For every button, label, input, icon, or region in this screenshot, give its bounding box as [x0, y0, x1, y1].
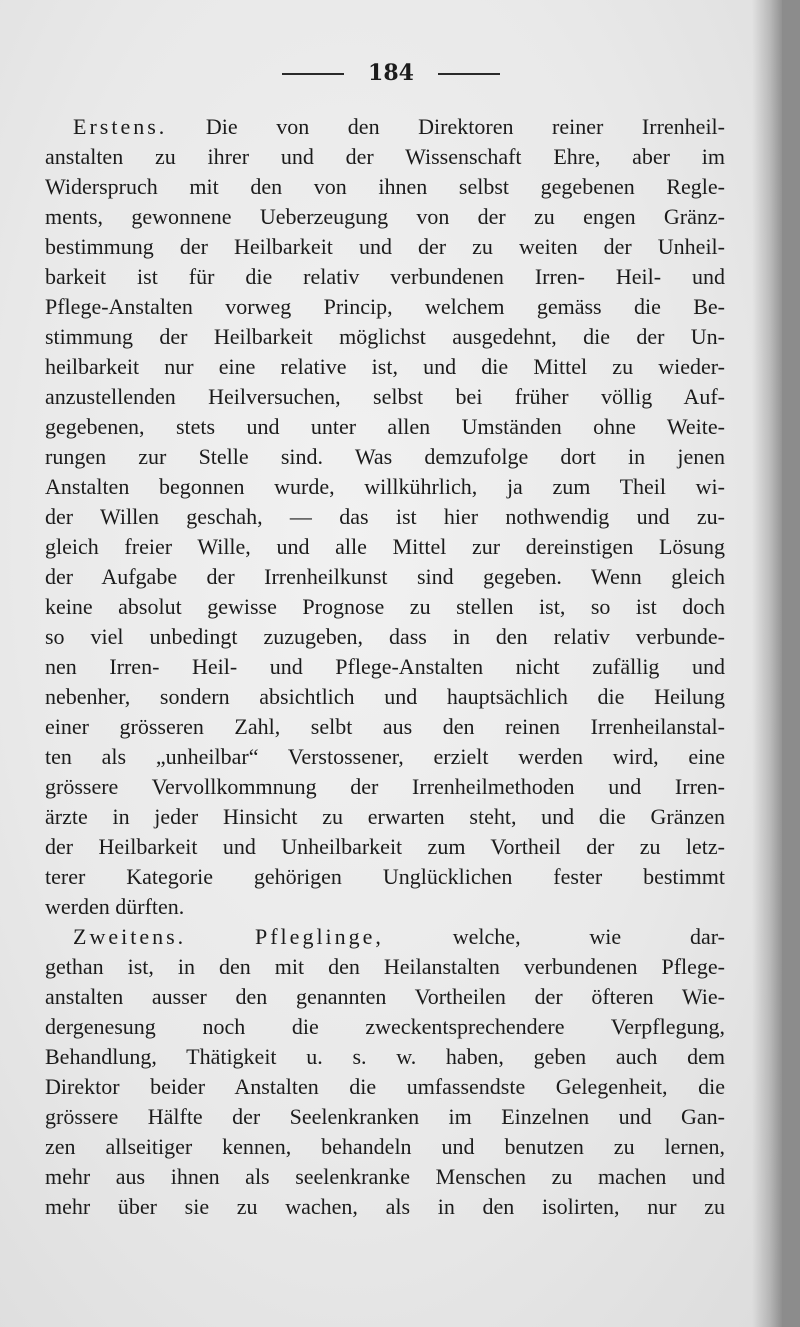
paragraph-first-line [45, 922, 725, 952]
text-line: Behandlung, Thätigkeit u. s. w. haben, geben auch dem [45, 1044, 725, 1069]
text-line: Widerspruch mit den von ihnen selbst gegebenen Regle- [45, 174, 725, 199]
text-line: nen Irren- Heil- und Pflege-Anstalten nicht zufällig und [45, 654, 725, 679]
text-line: heilbarkeit nur eine relative ist, und die Mittel zu wieder- [45, 354, 725, 379]
text-line: zen allseitiger kennen, behandeln und benutzen zu lernen, [45, 1134, 725, 1159]
running-head [0, 56, 782, 90]
text-line: gegebenen, stets und unter allen Umständen ohne Weite- [45, 414, 725, 439]
text-line: anzustellenden Heilversuchen, selbst bei früher völlig Auf- [45, 384, 725, 409]
text-line: Anstalten begonnen wurde, willkührlich, ja zum Theil wi- [45, 474, 725, 499]
text-line: der Aufgabe der Irrenheilkunst sind gegeben. Wenn gleich [45, 564, 725, 589]
text-line: keine absolut gewisse Prognose zu stellen ist, so ist doch [45, 594, 725, 619]
text-line: mehr aus ihnen als seelenkranke Menschen zu machen und [45, 1164, 725, 1189]
text-line: barkeit ist für die relativ verbundenen Irren- Heil- und [45, 264, 725, 289]
text-line: bestimmung der Heilbarkeit und der zu weiten der Unheil- [45, 234, 725, 259]
lead-word: Erstens. [73, 114, 168, 139]
text-line: ten als „unheilbar“ Verstossener, erzielt werden wird, eine [45, 744, 725, 769]
page-edge-shadow [752, 0, 782, 1327]
paragraph-last-line: werden dürften. [45, 894, 185, 919]
first-line-text: welche, wie dar- [452, 924, 725, 949]
text-line: mehr über sie zu wachen, als in den isolirten, nur zu [45, 1194, 725, 1219]
text-line: terer Kategorie gehörigen Unglücklichen fester bestimmt [45, 864, 725, 889]
text-line: Direktor beider Anstalten die umfassendste Gelegenheit, die [45, 1074, 725, 1099]
text-line: der Heilbarkeit und Unheilbarkeit zum Vortheil der zu letz- [45, 834, 725, 859]
text-line: so viel unbedingt zuzugeben, dass in den relativ verbunde- [45, 624, 725, 649]
paragraph-zweitens [45, 922, 725, 1222]
text-line: anstalten zu ihrer und der Wissenschaft Ehre, aber im [45, 144, 725, 169]
text-line: anstalten ausser den genannten Vortheilen der öfteren Wie- [45, 984, 725, 1009]
text-line: gleich freier Wille, und alle Mittel zur dereinstigen Lösung [45, 534, 725, 559]
text-line: grössere Vervollkommnung der Irrenheilmethoden und Irren- [45, 774, 725, 799]
text-line: der Willen geschah, — das ist hier nothwendig und zu- [45, 504, 725, 529]
text-line: rungen zur Stelle sind. Was demzufolge dort in jenen [45, 444, 725, 469]
text-line: ments, gewonnene Ueberzeugung von der zu engen Gränz- [45, 204, 725, 229]
head-rule-right [438, 73, 500, 75]
text-line: gethan ist, in den mit den Heilanstalten verbundenen Pflege- [45, 954, 725, 979]
text-line: stimmung der Heilbarkeit möglichst ausgedehnt, die der Un- [45, 324, 725, 349]
text-line: dergenesung noch die zweckentsprechendere Verpflegung, [45, 1014, 725, 1039]
body-text [45, 112, 725, 1222]
text-line: nebenher, sondern absichtlich und hauptsächlich die Heilung [45, 684, 725, 709]
text-line: grössere Hälfte der Seelenkranken im Einzelnen und Gan- [45, 1104, 725, 1129]
first-line-text: Die von den Direktoren reiner Irrenheil- [205, 114, 725, 139]
text-line: ärzte in jeder Hinsicht zu erwarten steht, und die Gränzen [45, 804, 725, 829]
page-number: 184 [368, 60, 414, 86]
text-line: einer grösseren Zahl, selbt aus den reinen Irrenheilanstal- [45, 714, 725, 739]
lead-word: Zweitens. [73, 924, 187, 949]
paragraph-first-line [45, 112, 725, 142]
spaced-term: Pfleglinge, [255, 924, 384, 949]
head-rule-left [282, 73, 344, 75]
text-line: Pflege-Anstalten vorweg Princip, welchem gemäss die Be- [45, 294, 725, 319]
paragraph-erstens [45, 112, 725, 922]
